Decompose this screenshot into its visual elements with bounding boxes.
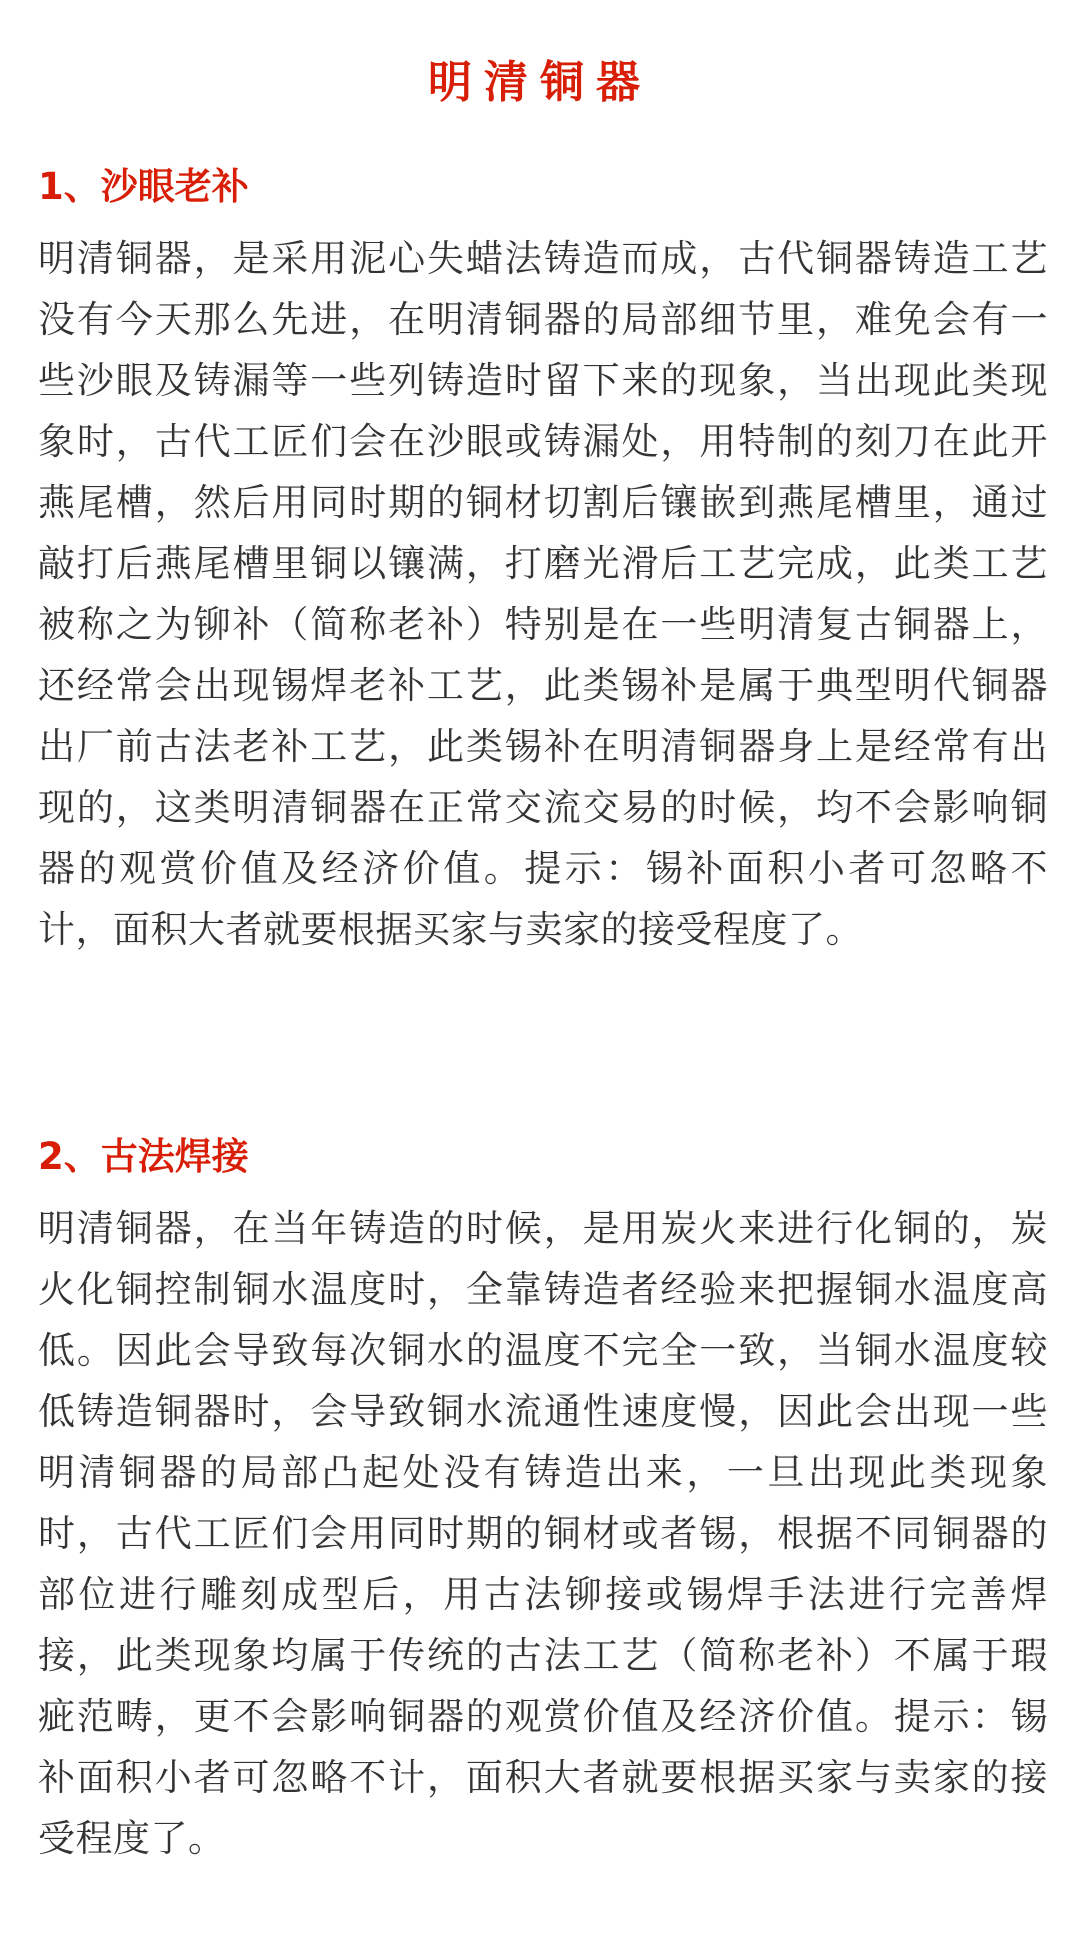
section-heading: 1、沙眼老补 bbox=[38, 165, 249, 208]
section-heading: 2、古法焊接 bbox=[38, 1135, 249, 1178]
section-body: 明清铜器，是采用泥心失蜡法铸造而成，古代铜器铸造工艺没有今天那么先进，在明清铜器的局部细节里，难免会有一些沙眼及铸漏等一些列铸造时留下来的现象，当出现此类现象时，古代工匠们会在沙眼或铸漏处，用特制的刻刀在此开燕尾槽，然后用同时期的铜材切割后镶嵌到燕尾槽里，通过敲打后燕尾槽里铜以镶满，打磨光滑后工艺完成，此类工艺被称之为铆补（简称老补）特别是在一些明清复古铜器上，还经常会出现锡焊老补工艺，此类锡补是属于典型明代铜器出厂前古法老补工艺，此类锡补在明清铜器身上是经常有出现的，这类明清铜器在正常交流交易的时候，均不会影响铜器的观赏价值及经济价值。提示：锡补面积小者可忽略不计，面积大者就要根据买家与卖家的接受程度了。 bbox=[38, 237, 1048, 951]
section-sand-hole-repair bbox=[38, 162, 1048, 960]
page-title: 明清铜器 bbox=[428, 57, 652, 109]
section-ancient-welding bbox=[38, 1132, 1048, 1869]
section-body: 明清铜器，在当年铸造的时候，是用炭火来进行化铜的，炭火化铜控制铜水温度时，全靠铸造者经验来把握铜水温度高低。因此会导致每次铜水的温度不完全一致，当铜水温度较低铸造铜器时，会导致铜水流通性速度慢，因此会出现一些明清铜器的局部凸起处没有铸造出来，一旦出现此类现象时，古代工匠们会用同时期的铜材或者锡，根据不同铜器的部位进行雕刻成型后，用古法铆接或锡焊手法进行完善焊接，此类现象均属于传统的古法工艺（简称老补）不属于瑕疵范畴，更不会影响铜器的观赏价值及经济价值。提示：锡补面积小者可忽略不计，面积大者就要根据买家与卖家的接受程度了。 bbox=[38, 1207, 1048, 1860]
